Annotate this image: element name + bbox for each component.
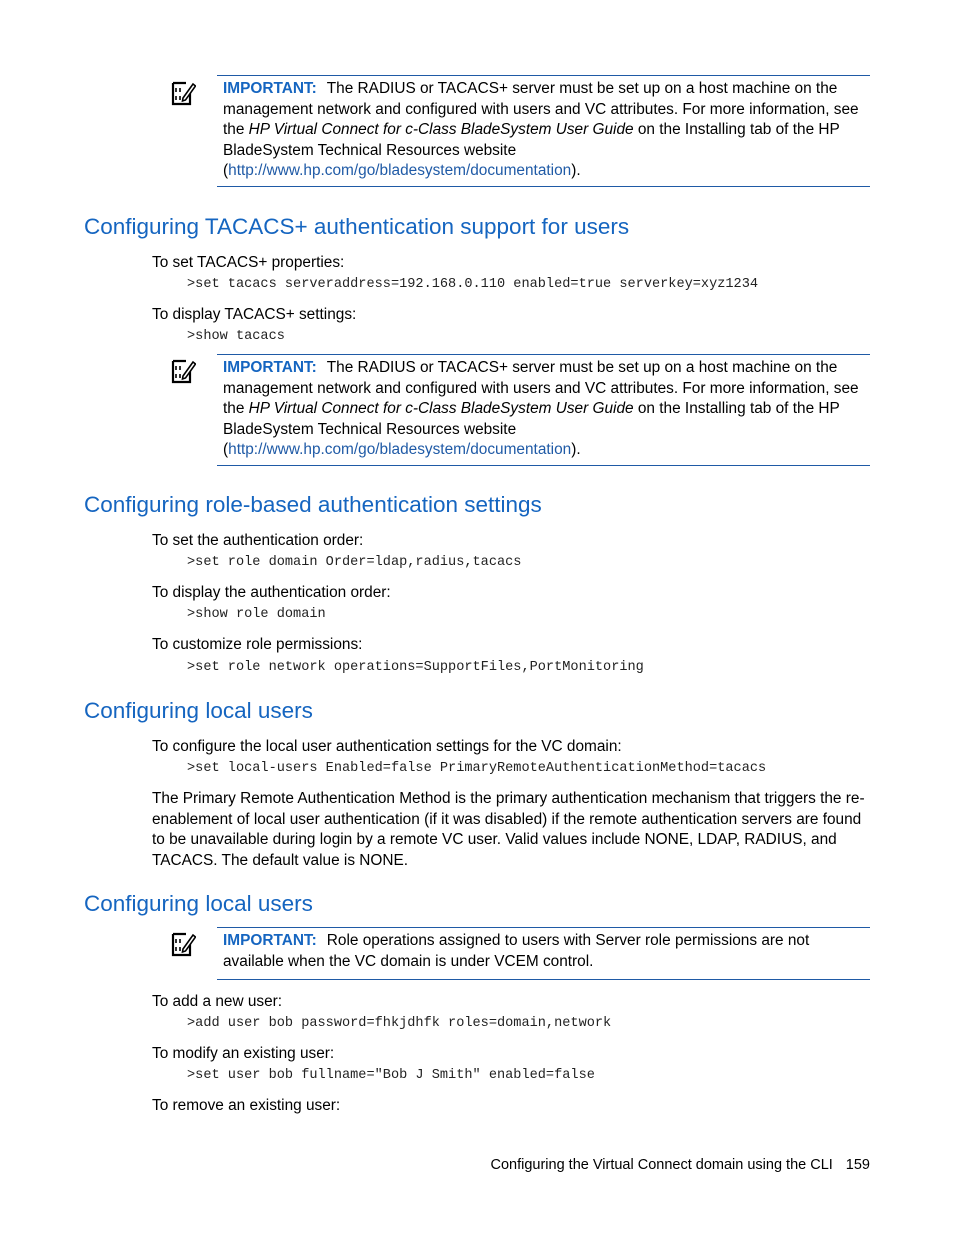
instruction-text: To add a new user: [152,993,283,1010]
important-label: IMPORTANT: [223,80,317,97]
section-heading: Configuring role-based authentication settings [84,492,542,517]
important-note-icon [170,358,196,386]
user-guide-title: HP Virtual Connect for c-Class BladeSystem User Guide [248,400,634,417]
important-note-text: IMPORTANT: Role operations assigned to users with Server role permissions are not available when the VC domain is under VCEM control. [223,932,810,970]
section-heading: Configuring local users [84,698,313,723]
important-note-icon [170,931,196,959]
instruction-text: To display the authentication order: [152,584,391,601]
important-note-text: IMPORTANT: The RADIUS or TACACS+ server must be set up on a host machine on the management network and configured with users and VC attributes. For more information, see the HP Virtual Connect for c-Class BladeSystem User Guide on the Installing tab of the HP BladeSystem Technical Resources website (http://www.hp.com/go/bladesystem/documentation). [223,80,859,179]
important-note [217,354,870,466]
instruction-text: To set the authentication order: [152,532,364,549]
page-number: 159 [845,1157,870,1173]
cli-command: >set user bob fullname="Bob J Smith" enabled=false [187,1068,595,1083]
documentation-link[interactable]: http://www.hp.com/go/bladesystem/documentation [228,441,572,458]
instruction-text: To display TACACS+ settings: [152,306,357,323]
documentation-link[interactable]: http://www.hp.com/go/bladesystem/documentation [228,162,572,179]
important-label: IMPORTANT: [223,359,317,376]
cli-command: >show role domain [187,607,326,622]
important-note-icon [170,80,196,108]
cli-command: >set local-users Enabled=false PrimaryRemoteAuthenticationMethod=tacacs [187,761,767,776]
footer-title: Configuring the Virtual Connect domain using the CLI [490,1157,833,1173]
section-heading: Configuring local users [84,891,313,916]
section-heading: Configuring TACACS+ authentication support for users [84,214,630,239]
instruction-text: To modify an existing user: [152,1045,335,1062]
instruction-text: To customize role permissions: [152,636,363,653]
page-footer [490,1157,870,1173]
cli-command: >add user bob password=fhkjdhfk roles=domain,network [187,1016,612,1031]
instruction-text: To remove an existing user: [152,1097,341,1114]
cli-command: >show tacacs [187,329,285,344]
important-note [217,75,870,187]
instruction-text: To configure the local user authentication settings for the VC domain: [152,738,622,755]
cli-command: >set role domain Order=ldap,radius,tacacs [187,555,522,570]
description-paragraph: The Primary Remote Authentication Method is the primary authentication mechanism that triggers the re-enablement of local user authentication (if it was disabled) if the remote authentication servers are found to be unavailable during login by a remote VC user. Valid values include NONE, LDAP, RADIUS, and TACACS. The default value is NONE. [152,790,865,869]
cli-command: >set tacacs serveraddress=192.168.0.110 enabled=true serverkey=xyz1234 [187,277,759,292]
important-label: IMPORTANT: [223,932,317,949]
instruction-text: To set TACACS+ properties: [152,254,345,271]
cli-command: >set role network operations=SupportFiles,PortMonitoring [187,660,644,675]
important-note-text: IMPORTANT: The RADIUS or TACACS+ server must be set up on a host machine on the management network and configured with users and VC attributes. For more information, see the HP Virtual Connect for c-Class BladeSystem User Guide on the Installing tab of the HP BladeSystem Technical Resources website (http://www.hp.com/go/bladesystem/documentation). [223,359,859,458]
user-guide-title: HP Virtual Connect for c-Class BladeSystem User Guide [248,121,634,138]
important-note [217,927,870,980]
